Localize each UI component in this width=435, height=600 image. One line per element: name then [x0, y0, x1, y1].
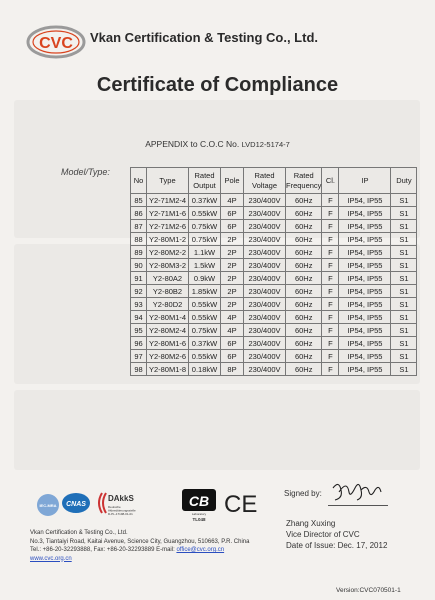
table-cell: 93 — [131, 298, 147, 311]
table-cell: 230/400V — [244, 246, 286, 259]
table-cell: 0.9kW — [189, 272, 221, 285]
table-cell: S1 — [391, 350, 417, 363]
table-cell: 0.37kW — [189, 194, 221, 207]
table-cell: 230/400V — [244, 272, 286, 285]
table-cell: S1 — [391, 298, 417, 311]
cnas-text: CNAS — [66, 501, 86, 508]
table-cell: F — [322, 324, 339, 337]
signature-image — [327, 478, 387, 504]
column-header: Rated Output — [189, 168, 221, 194]
accreditation-logos — [36, 484, 276, 524]
column-header: Type — [147, 168, 189, 194]
table-cell: 2P — [221, 259, 244, 272]
table-cell: F — [322, 363, 339, 376]
table-row — [131, 285, 417, 298]
dakks-sub2: Akkreditierungsstelle — [108, 508, 136, 513]
table-cell: S1 — [391, 311, 417, 324]
column-header: IP — [339, 168, 391, 194]
table-cell: 0.75kW — [189, 324, 221, 337]
table-cell: 0.55kW — [189, 207, 221, 220]
table-cell: 60Hz — [286, 272, 322, 285]
model-type-label: Model/Type: — [61, 167, 110, 177]
table-cell: IP54, IP55 — [339, 272, 391, 285]
issuer-contact — [30, 546, 249, 555]
table-cell: 230/400V — [244, 285, 286, 298]
table-cell: Y2-80M2-6 — [147, 350, 189, 363]
issuer-name: Vkan Certification & Testing Co., Ltd. — [30, 530, 128, 536]
model-table — [130, 167, 417, 376]
table-cell: S1 — [391, 233, 417, 246]
coc-number: LVD12-5174-7 — [241, 140, 290, 149]
appendix-prefix: APPENDIX to C.O.C No. — [145, 139, 242, 149]
cb-sub1: Laboratory — [191, 512, 207, 516]
table-row — [131, 233, 417, 246]
table-row — [131, 220, 417, 233]
table-cell: 89 — [131, 246, 147, 259]
table-cell: 0.55kW — [189, 298, 221, 311]
table-cell: 60Hz — [286, 363, 322, 376]
table-cell: 60Hz — [286, 337, 322, 350]
table-cell: 230/400V — [244, 259, 286, 272]
table-cell: S1 — [391, 259, 417, 272]
table-cell: S1 — [391, 220, 417, 233]
table-cell: F — [322, 207, 339, 220]
table-cell: Y2-80M3-2 — [147, 259, 189, 272]
table-cell: IP54, IP55 — [339, 220, 391, 233]
table-cell: 4P — [221, 311, 244, 324]
table-cell: 85 — [131, 194, 147, 207]
cnas-logo — [62, 493, 90, 513]
signer-block — [286, 518, 387, 551]
cvc-logo-text: CVC — [39, 35, 73, 52]
table-cell: S1 — [391, 207, 417, 220]
table-cell: 97 — [131, 350, 147, 363]
table-cell: S1 — [391, 272, 417, 285]
table-cell: 1.5kW — [189, 259, 221, 272]
column-header: No — [131, 168, 147, 194]
table-cell: IP54, IP55 — [339, 194, 391, 207]
version-label: Version:CVC070501-1 — [336, 587, 401, 594]
table-cell: 6P — [221, 207, 244, 220]
table-row — [131, 207, 417, 220]
table-cell: IP54, IP55 — [339, 233, 391, 246]
table-cell: 230/400V — [244, 207, 286, 220]
signature-line — [328, 505, 388, 506]
table-cell: Y2-80A2 — [147, 272, 189, 285]
table-cell: 230/400V — [244, 324, 286, 337]
iec-mra-logo — [37, 494, 59, 516]
table-cell: 6P — [221, 350, 244, 363]
table-cell: 60Hz — [286, 220, 322, 233]
table-cell: 4P — [221, 324, 244, 337]
table-cell: 88 — [131, 233, 147, 246]
cvc-logo — [26, 24, 86, 60]
table-cell: 230/400V — [244, 194, 286, 207]
email-link[interactable]: office@cvc.org.cn — [176, 547, 225, 553]
table-cell: Y2-71M2-4 — [147, 194, 189, 207]
table-cell: 60Hz — [286, 233, 322, 246]
table-cell: S1 — [391, 285, 417, 298]
table-cell: 0.18kW — [189, 363, 221, 376]
table-cell: 91 — [131, 272, 147, 285]
table-cell: 2P — [221, 298, 244, 311]
table-cell: Y2-80M1-4 — [147, 311, 189, 324]
column-header: Rated Frequency — [286, 168, 322, 194]
table-cell: 95 — [131, 324, 147, 337]
table-row — [131, 324, 417, 337]
table-cell: F — [322, 337, 339, 350]
iec-mra-text: IEC-MRA — [39, 503, 57, 508]
table-row — [131, 246, 417, 259]
dakks-text: DAkkS — [108, 494, 134, 503]
table-cell: IP54, IP55 — [339, 285, 391, 298]
table-cell: 98 — [131, 363, 147, 376]
table-row — [131, 350, 417, 363]
table-cell: 230/400V — [244, 298, 286, 311]
table-cell: F — [322, 194, 339, 207]
table-cell: 96 — [131, 337, 147, 350]
table-cell: 4P — [221, 194, 244, 207]
issuer-block — [30, 529, 249, 563]
table-cell: S1 — [391, 324, 417, 337]
table-cell: Y2-71M2-6 — [147, 220, 189, 233]
table-cell: IP54, IP55 — [339, 259, 391, 272]
table-cell: F — [322, 246, 339, 259]
table-header-row — [131, 168, 417, 194]
table-row — [131, 259, 417, 272]
table-cell: F — [322, 259, 339, 272]
table-cell: 60Hz — [286, 324, 322, 337]
cb-logo — [182, 489, 216, 522]
table-cell: S1 — [391, 246, 417, 259]
ce-mark — [224, 491, 257, 518]
issue-date: Date of Issue: Dec. 17, 2012 — [286, 541, 388, 550]
table-cell: IP54, IP55 — [339, 324, 391, 337]
table-row — [131, 194, 417, 207]
table-cell: F — [322, 350, 339, 363]
table-cell: 94 — [131, 311, 147, 324]
table-cell: 230/400V — [244, 233, 286, 246]
table-cell: S1 — [391, 363, 417, 376]
dakks-sub1: Deutsche — [108, 505, 121, 509]
column-header: Duty — [391, 168, 417, 194]
table-row — [131, 363, 417, 376]
table-cell: IP54, IP55 — [339, 350, 391, 363]
table-cell: 230/400V — [244, 350, 286, 363]
table-cell: 8P — [221, 363, 244, 376]
table-cell: 90 — [131, 259, 147, 272]
table-cell: 60Hz — [286, 194, 322, 207]
table-cell: 2P — [221, 233, 244, 246]
table-cell: Y2-80M1-6 — [147, 337, 189, 350]
table-cell: F — [322, 311, 339, 324]
table-cell: Y2-80M2-4 — [147, 324, 189, 337]
table-cell: Y2-80M1-8 — [147, 363, 189, 376]
table-cell: 60Hz — [286, 259, 322, 272]
table-row — [131, 272, 417, 285]
table-cell: 230/400V — [244, 337, 286, 350]
dakks-sub3: D-PL-17198-01-01 — [108, 512, 133, 516]
table-cell: 1.85kW — [189, 285, 221, 298]
table-cell: IP54, IP55 — [339, 298, 391, 311]
table-cell: S1 — [391, 337, 417, 350]
table-cell: 0.75kW — [189, 233, 221, 246]
table-cell: 2P — [221, 285, 244, 298]
table-cell: 0.55kW — [189, 311, 221, 324]
table-cell: IP54, IP55 — [339, 246, 391, 259]
column-header: Pole — [221, 168, 244, 194]
table-cell: Y2-80D2 — [147, 298, 189, 311]
issuer-address: No.3, Tiantaiyi Road, Kaitai Avenue, Science City, Guangzhou, 510663, P.R. China — [30, 538, 250, 545]
table-cell: 0.75kW — [189, 220, 221, 233]
table-cell: IP54, IP55 — [339, 311, 391, 324]
table-cell: 230/400V — [244, 220, 286, 233]
table-cell: 6P — [221, 337, 244, 350]
table-cell: 60Hz — [286, 285, 322, 298]
table-cell: 60Hz — [286, 350, 322, 363]
certificate-title: Certificate of Compliance — [96, 74, 339, 96]
table-cell: Y2-80B2 — [147, 285, 189, 298]
table-cell: Y2-80M2-2 — [147, 246, 189, 259]
cb-sub2: TL048 — [192, 517, 206, 522]
dakks-logo — [99, 493, 136, 516]
table-cell: 60Hz — [286, 298, 322, 311]
table-cell: Y2-71M1-6 — [147, 207, 189, 220]
watermark-panel — [14, 390, 420, 470]
table-cell: 92 — [131, 285, 147, 298]
table-cell: Y2-80M1-2 — [147, 233, 189, 246]
ce-text: CE — [224, 491, 258, 518]
cb-text: CB — [188, 493, 210, 509]
table-cell: 2P — [221, 272, 244, 285]
table-cell: 1.1kW — [189, 246, 221, 259]
table-cell: F — [322, 220, 339, 233]
table-cell: 86 — [131, 207, 147, 220]
signed-by-label: Signed by: — [284, 489, 322, 498]
table-cell: IP54, IP55 — [339, 207, 391, 220]
table-cell: F — [322, 233, 339, 246]
column-header: Rated Voltage — [244, 168, 286, 194]
table-row — [131, 311, 417, 324]
table-row — [131, 337, 417, 350]
column-header: Cl. — [322, 168, 339, 194]
table-body — [131, 194, 417, 376]
table-cell: 0.55kW — [189, 350, 221, 363]
table-cell: 60Hz — [286, 207, 322, 220]
contact-text: Tel.: +86-20-32293888, Fax: +86-20-32293889 E-mail: — [30, 547, 177, 553]
table-cell: F — [322, 285, 339, 298]
table-cell: 60Hz — [286, 311, 322, 324]
company-name: Vkan Certification & Testing Co., Ltd. — [90, 30, 318, 45]
table-cell: IP54, IP55 — [339, 337, 391, 350]
signer-name: Zhang Xuxing — [286, 519, 336, 528]
table-cell: S1 — [391, 194, 417, 207]
table-cell: 0.37kW — [189, 337, 221, 350]
table-cell: 230/400V — [244, 311, 286, 324]
table-row — [131, 298, 417, 311]
table-cell: 230/400V — [244, 363, 286, 376]
table-cell: 87 — [131, 220, 147, 233]
table-cell: 2P — [221, 246, 244, 259]
table-cell: 60Hz — [286, 246, 322, 259]
website-link[interactable]: www.cvc.org.cn — [30, 555, 72, 562]
table-cell: F — [322, 272, 339, 285]
table-cell: F — [322, 298, 339, 311]
table-cell: IP54, IP55 — [339, 363, 391, 376]
table-cell: 6P — [221, 220, 244, 233]
signer-role: Vice Director of CVC — [286, 530, 360, 539]
appendix-line — [0, 139, 435, 149]
